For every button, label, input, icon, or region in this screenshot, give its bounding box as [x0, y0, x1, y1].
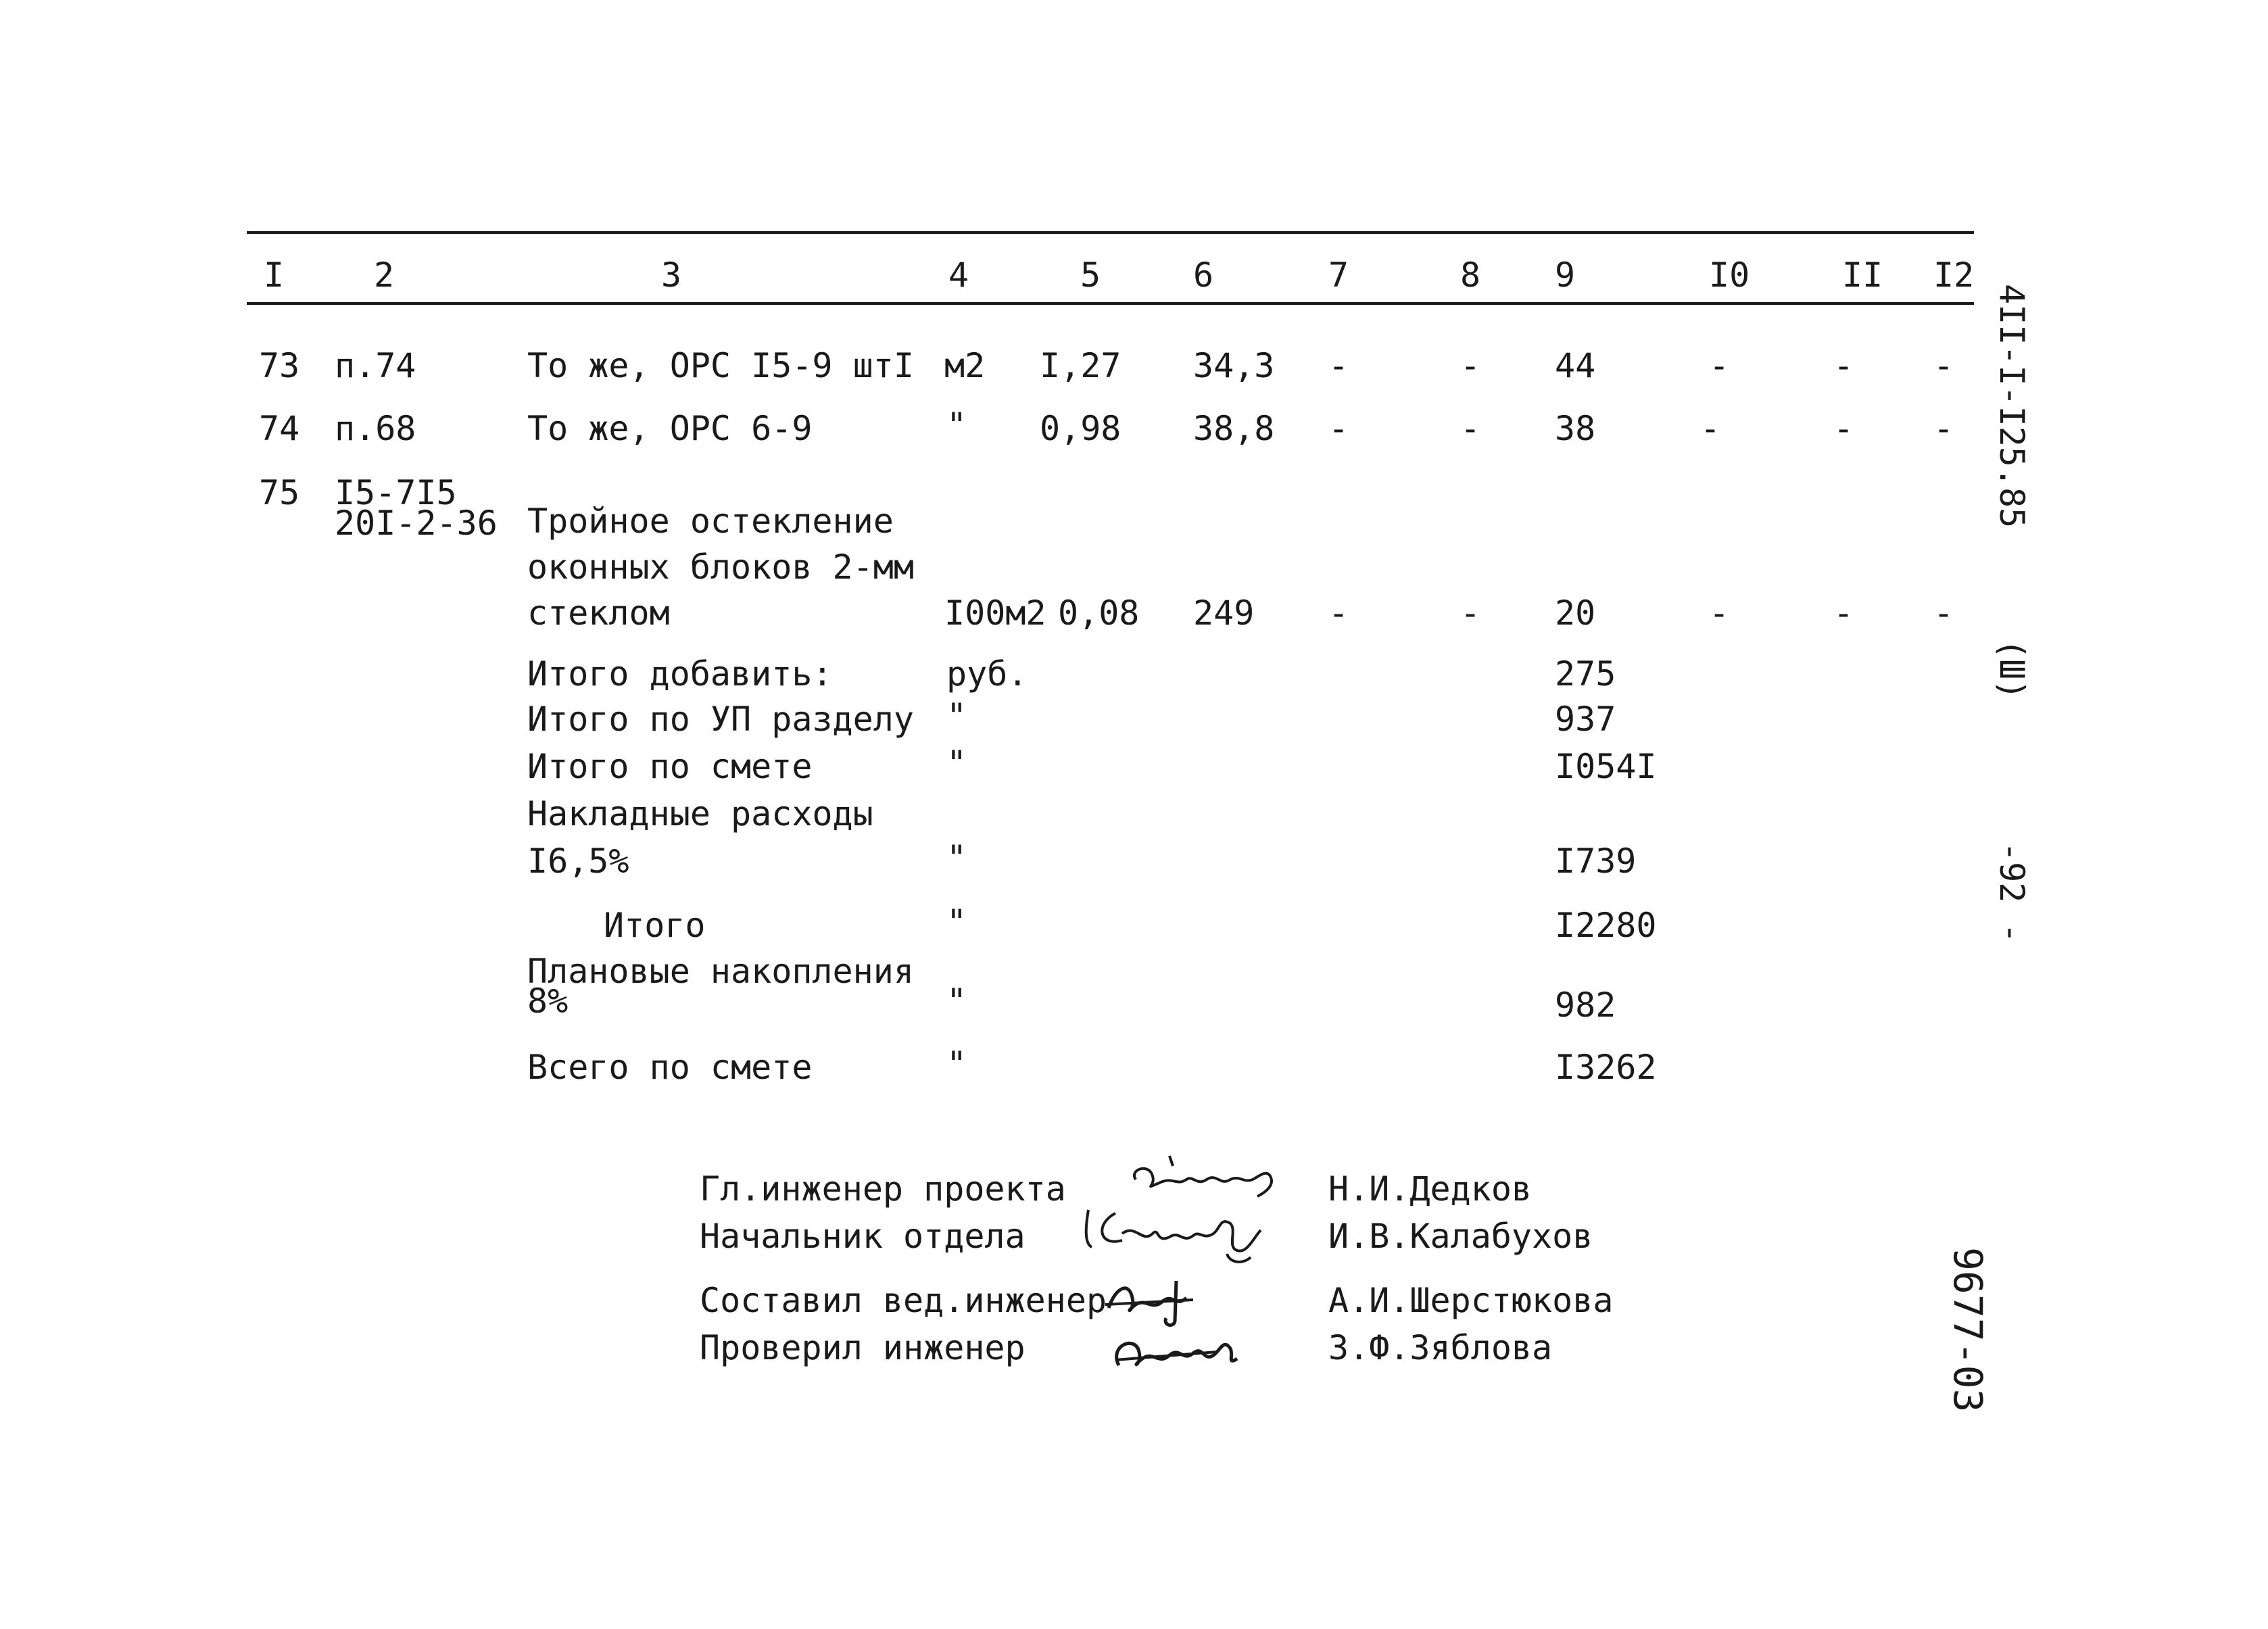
totals-unit: руб.	[946, 654, 1028, 694]
row-col11: -	[1833, 346, 1854, 385]
row-quantity: 0,08	[1058, 593, 1140, 633]
row-col10: -	[1709, 346, 1730, 385]
col-header-10: I0	[1709, 256, 1750, 295]
col-header-2: 2	[374, 256, 395, 295]
col-header-4: 4	[948, 256, 969, 295]
row-description-line2: оконных блоков 2-мм	[527, 548, 914, 587]
col-header-12: I2	[1933, 256, 1975, 295]
row-reference-line1: I5-7I5	[335, 473, 457, 512]
row-col7: -	[1328, 593, 1349, 633]
table-top-rule	[247, 231, 1974, 234]
signatory-name: З.Ф.Зяблова	[1328, 1328, 1553, 1367]
row-unit: "	[946, 406, 967, 445]
col-header-5: 5	[1080, 256, 1101, 295]
col-header-3: 3	[661, 256, 682, 295]
totals-label: Итого по смете	[527, 747, 813, 786]
col-header-6: 6	[1193, 256, 1214, 295]
col-header-1: I	[264, 256, 285, 295]
col-header-7: 7	[1328, 256, 1349, 295]
signatory-name: А.И.Шерстюкова	[1328, 1281, 1614, 1320]
row-unit: I00м2	[944, 593, 1046, 633]
signatory-name: И.В.Калабухов	[1328, 1217, 1593, 1256]
totals-value: I3262	[1555, 1048, 1657, 1087]
row-price: 34,3	[1193, 346, 1275, 385]
row-col11: -	[1833, 409, 1854, 448]
inventory-number: 9677-03	[1945, 1247, 1991, 1413]
row-reference: п.74	[335, 346, 416, 385]
signatory-role: Составил вед.инженер	[700, 1281, 1107, 1320]
signatory-role: Проверил инженер	[700, 1328, 1026, 1367]
row-col10: -	[1700, 409, 1721, 448]
row-total: 38	[1555, 409, 1596, 448]
row-reference-line2: 20I-2-36	[335, 504, 498, 543]
row-number: 74	[259, 409, 300, 448]
row-col8: -	[1460, 593, 1481, 633]
signatory-name: Н.И.Дедков	[1328, 1169, 1533, 1209]
row-col7: -	[1328, 409, 1349, 448]
totals-unit: "	[946, 744, 967, 783]
table-header-rule	[247, 302, 1974, 305]
col-header-11: II	[1842, 256, 1883, 295]
row-price: 38,8	[1193, 409, 1275, 448]
document-code: 4II-I-I25.85	[1992, 284, 2031, 529]
totals-value: 982	[1555, 986, 1616, 1025]
row-quantity: I,27	[1040, 346, 1121, 385]
row-quantity: 0,98	[1040, 409, 1121, 448]
row-col12: -	[1933, 593, 1954, 633]
row-reference: п.68	[335, 409, 416, 448]
totals-value: 275	[1555, 654, 1616, 694]
totals-unit: "	[946, 696, 967, 735]
totals-unit: "	[946, 981, 967, 1021]
signature-2	[1075, 1196, 1271, 1271]
totals-label: Итого по УП разделу	[527, 700, 914, 739]
row-description: То же, ОРС I5-9 штI	[527, 346, 914, 385]
row-col7: -	[1328, 346, 1349, 385]
row-unit: м2	[944, 346, 986, 385]
row-description: То же, ОРС 6-9	[527, 409, 813, 448]
col-header-8: 8	[1460, 256, 1481, 295]
totals-unit: "	[946, 1044, 967, 1084]
row-col8: -	[1460, 346, 1481, 385]
row-description-line3: стеклом	[527, 593, 670, 633]
totals-value: 937	[1555, 700, 1616, 739]
totals-label-line2: 8%	[527, 981, 569, 1021]
totals-label-line1: Накладные расходы	[527, 794, 873, 833]
row-col12: -	[1933, 409, 1954, 448]
totals-unit: "	[946, 902, 967, 942]
row-col12: -	[1933, 346, 1954, 385]
totals-unit: "	[946, 838, 967, 877]
totals-value: I054I	[1555, 747, 1657, 786]
totals-label: Итого	[604, 906, 706, 945]
signatory-role: Начальник отдела	[700, 1217, 1026, 1256]
album-number: (Ш)	[1992, 639, 2031, 700]
row-total: 20	[1555, 593, 1596, 633]
totals-label: Всего по смете	[527, 1048, 813, 1087]
signatory-role: Гл.инженер проекта	[700, 1169, 1066, 1209]
row-col8: -	[1460, 409, 1481, 448]
totals-label-line2: I6,5%	[527, 842, 629, 881]
row-number: 73	[259, 346, 300, 385]
row-col10: -	[1709, 593, 1730, 633]
totals-value: I2280	[1555, 906, 1657, 945]
row-total: 44	[1555, 346, 1596, 385]
row-col11: -	[1833, 593, 1854, 633]
row-description-line1: Тройное остекление	[527, 502, 894, 541]
row-price: 249	[1193, 593, 1255, 633]
totals-value: I739	[1555, 842, 1637, 881]
row-number: 75	[259, 473, 300, 512]
col-header-9: 9	[1555, 256, 1576, 295]
page-number: -92 -	[1992, 842, 2031, 944]
totals-label-line1: Плановые накопления	[527, 952, 914, 991]
totals-label: Итого добавить:	[527, 654, 833, 694]
signature-4	[1102, 1318, 1251, 1379]
